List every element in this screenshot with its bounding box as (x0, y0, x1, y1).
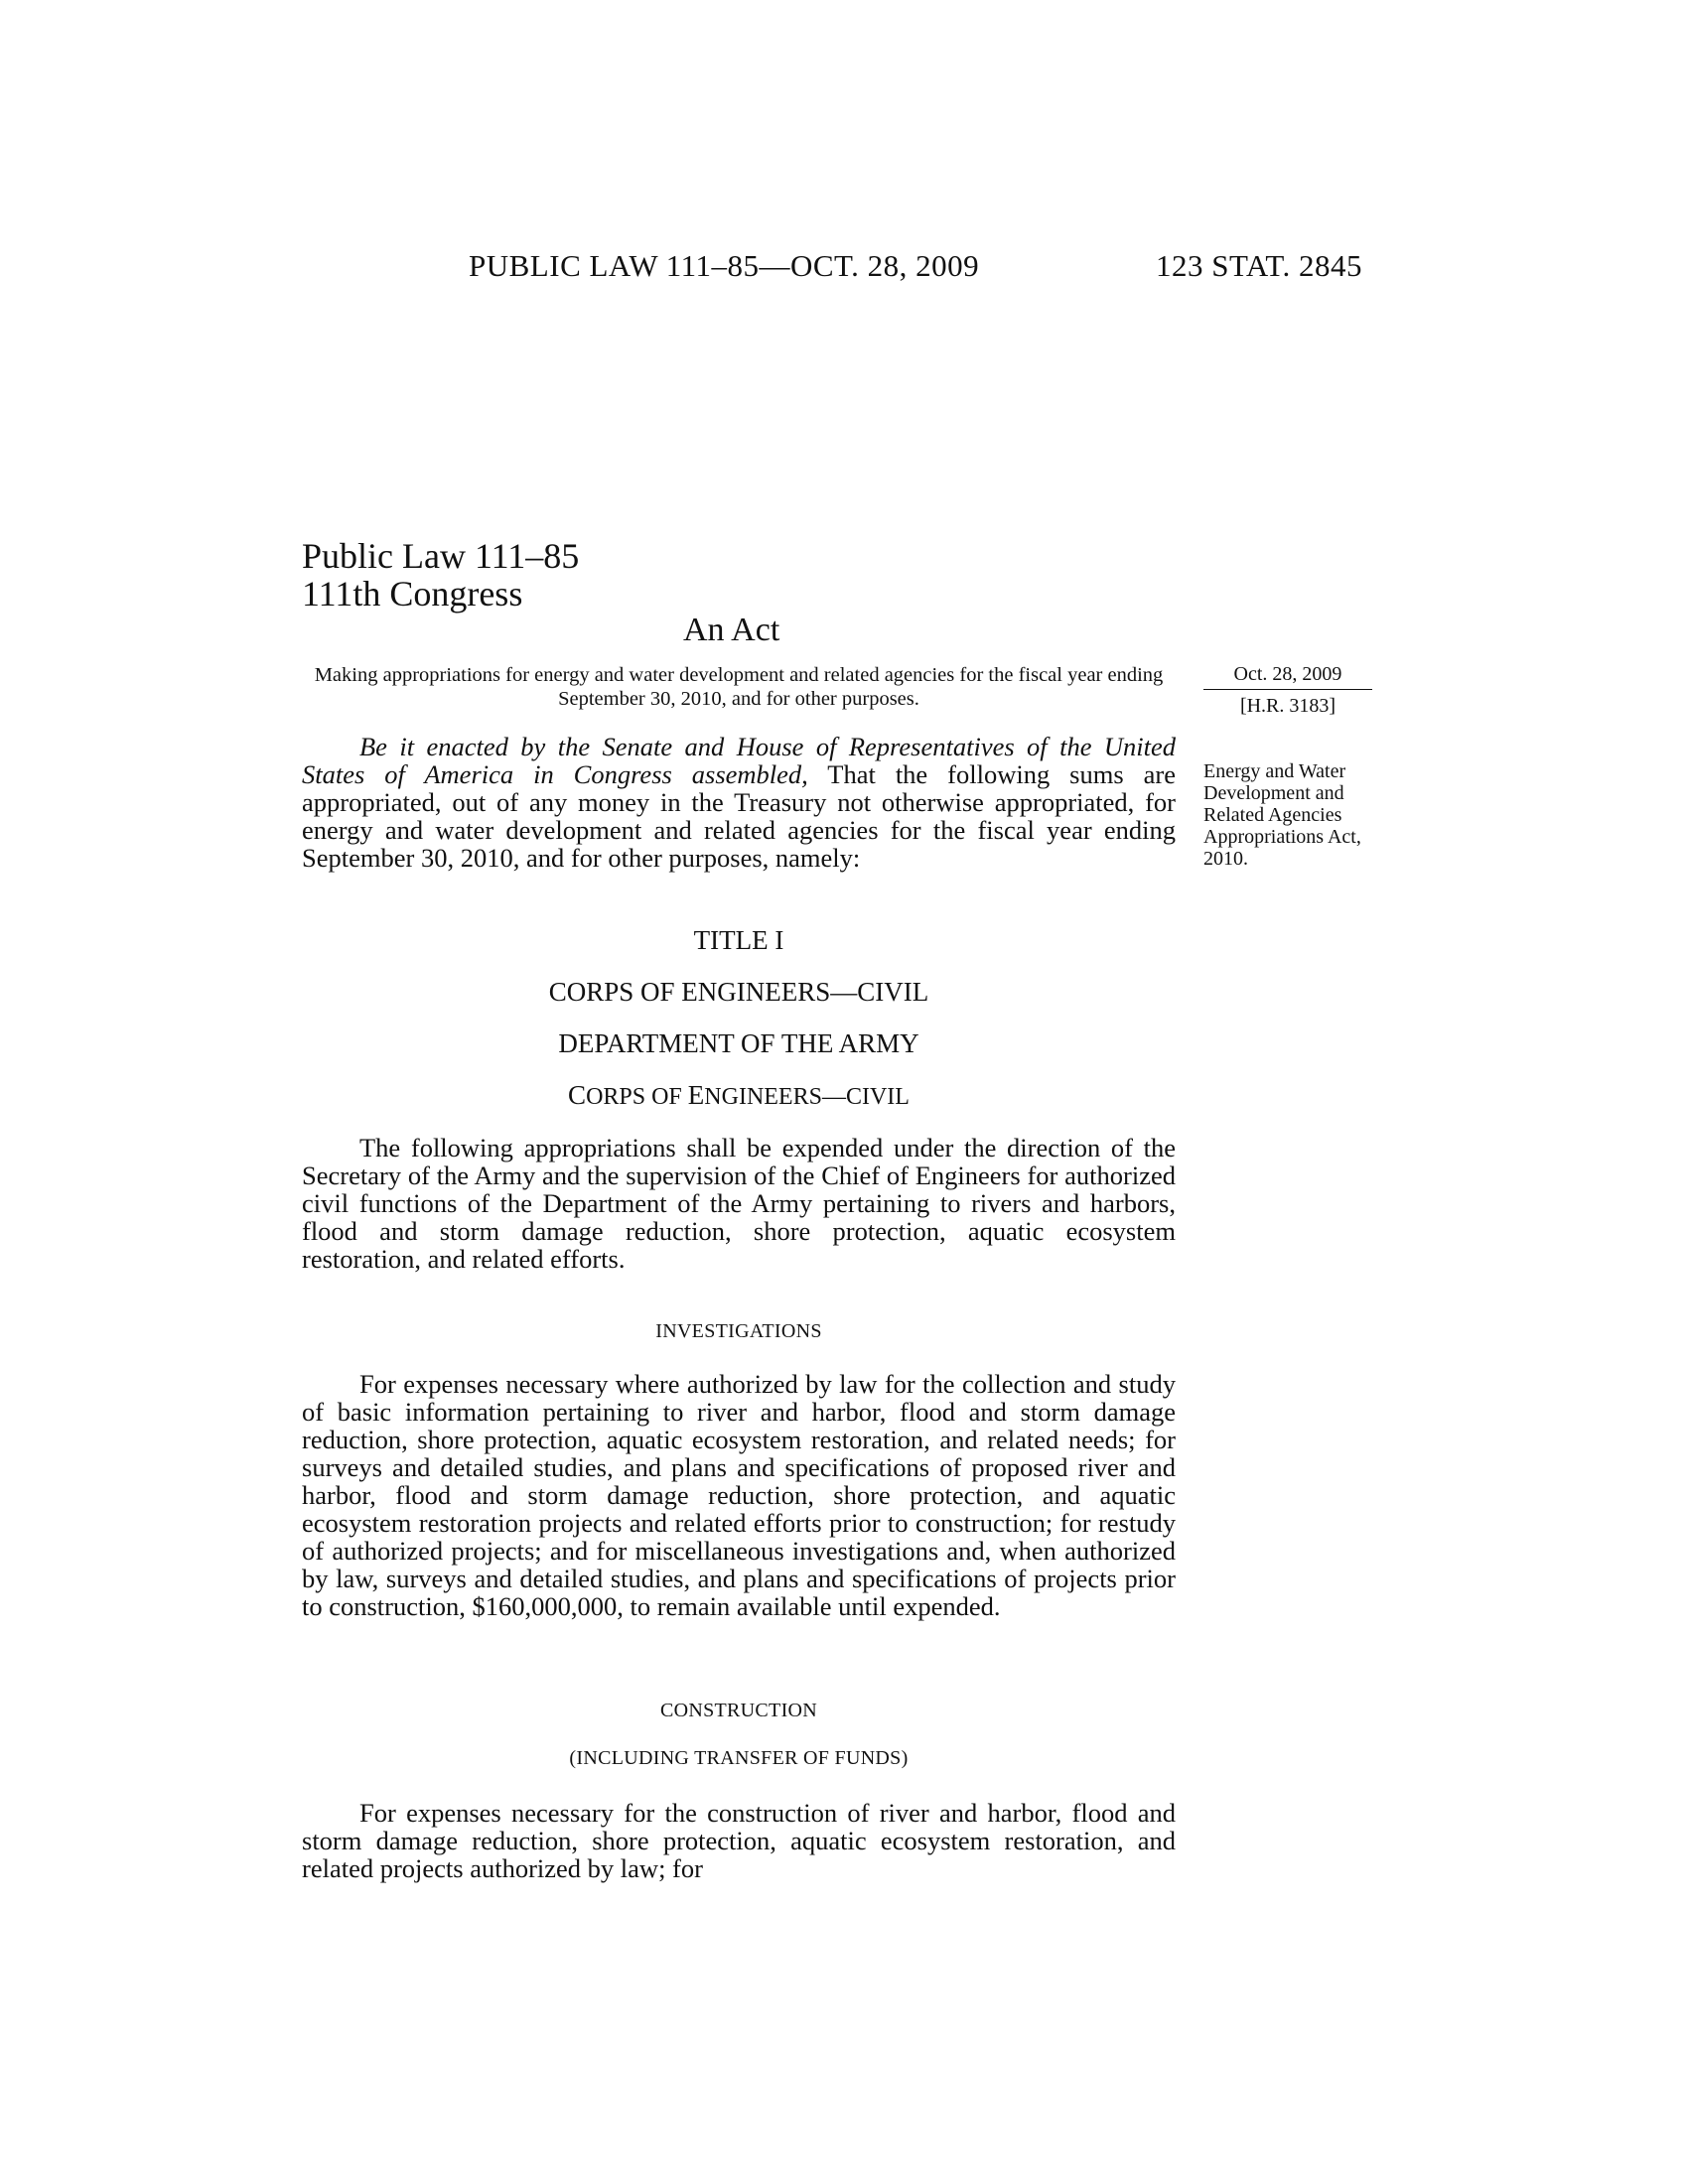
margin-short-title: Energy and Water Development and Related Agencies Appropriations Act, 2010. (1203, 760, 1361, 870)
sc-ngineers: NGINEERS (704, 1084, 822, 1110)
department-heading: DEPARTMENT OF THE ARMY (558, 1028, 919, 1058)
transfer-subheading: (INCLUDING TRANSFER OF FUNDS) (569, 1747, 909, 1769)
statute-reference: 123 STAT. 2845 (1155, 248, 1362, 283)
sc-c: C (568, 1080, 587, 1110)
enacting-clause-text: That the following sums are appropriated, out of any money in the Treasury not otherwise appropriated, for energy and water development and related agencies for the fiscal year ending September 30, 2010, and for other purposes, namely: (302, 759, 1176, 873)
sc-civil: —CIVIL (821, 1084, 910, 1110)
construction-text: For expenses necessary for the construction of river and harbor, flood and storm damage reduction, shore protection, aquatic ecosystem restoration, and related projects authorized by law; for (302, 1798, 1176, 1883)
title-heading: TITLE I (693, 925, 784, 955)
investigations-paragraph (302, 1370, 1176, 1620)
law-number: Public Law 111–85 (302, 536, 580, 576)
intro-text: The following appropriations shall be expended under the direction of the Secretary of the Army and the supervision of the Chief of Engineers for authorized civil functions of the Department of the Army pertaining to rivers and harbors, flood and storm damage reduction, shore protection, aquatic ecosystem restoration, and related efforts. (302, 1133, 1176, 1274)
investigations-heading: INVESTIGATIONS (655, 1320, 822, 1342)
sc-e: E (687, 1080, 705, 1110)
corps-small-caps-heading (302, 1080, 1176, 1111)
investigations-text: For expenses necessary where authorized by law for the collection and study of basic information pertaining to river and harbor, flood and storm damage reduction, shore protection, aquatic ecosystem restoration, and related needs; for surveys and detailed studies, and plans and specifications of proposed river and harbor, flood and storm damage reduction, shore protection, and aquatic ecosystem restoration projects and related efforts prior to construction; for restudy of authorized projects; and for miscellaneous investigations and, when authorized by law, surveys and detailed studies, and plans and specifications of projects prior to construction, $160,000,000, to remain available until expended. (302, 1369, 1176, 1621)
margin-bill-number: [H.R. 3183] (1239, 695, 1336, 717)
intro-paragraph (302, 1134, 1176, 1273)
congress-number: 111th Congress (302, 574, 523, 614)
running-head: PUBLIC LAW 111–85—OCT. 28, 2009 (469, 248, 980, 283)
construction-heading: CONSTRUCTION (659, 1700, 818, 1721)
enacting-clause-italic: Be it enacted by the Senate and House of Representatives of the United States of America in Congress assembled, (302, 732, 1176, 789)
enacting-clause (302, 733, 1176, 872)
margin-date: Oct. 28, 2009 (1203, 663, 1372, 690)
corps-heading: CORPS OF ENGINEERS—CIVIL (548, 977, 929, 1007)
sc-orps-of: ORPS OF (586, 1084, 688, 1110)
construction-paragraph (302, 1799, 1176, 1882)
act-purpose: Making appropriations for energy and water development and related agencies for the fiscal year ending September 30, 2010, and for other purposes. (314, 664, 1164, 710)
act-heading: An Act (683, 612, 780, 648)
